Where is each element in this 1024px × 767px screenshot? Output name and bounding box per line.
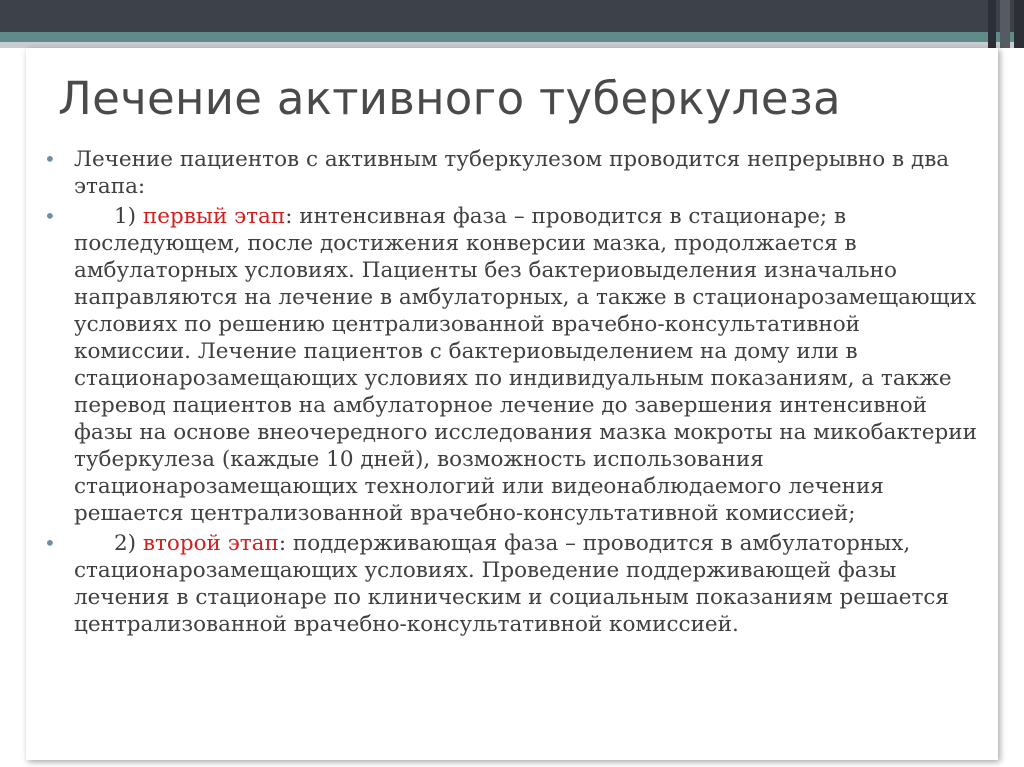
bullet-icon: • [44, 531, 56, 555]
top-bar-teal [0, 32, 1024, 42]
slide-title: Лечение активного туберкулеза [58, 72, 841, 125]
stage-highlight: первый этап [142, 204, 286, 229]
corner-stripe [988, 0, 996, 48]
corner-stripe [1014, 0, 1024, 48]
bullet-icon: • [44, 147, 56, 171]
corner-stripe [1000, 0, 1010, 48]
bullet-item [44, 146, 980, 200]
bullet-prefix: 1) [114, 204, 143, 229]
bullet-prefix: 2) [114, 531, 143, 556]
bullet-text: Лечение пациентов с активным туберкулезом проводится непрерывно в два этапа: [74, 147, 950, 199]
top-bar-dark [0, 0, 1024, 32]
slide-content [44, 146, 980, 641]
bullet-item [44, 203, 980, 527]
stage-highlight: второй этап [142, 531, 279, 556]
bullet-item [44, 530, 980, 638]
bullet-text: : поддерживающая фаза – проводится в амбулаторных, стационарозамещающих условиях. Проведение поддерживающей фазы лечения в стационаре по клиническим и социальным показаниям решается централизованной врачебно-консультативной комиссией. [74, 531, 949, 637]
bullet-icon: • [44, 204, 56, 228]
bullet-text: : интенсивная фаза – проводится в стационаре; в последующем, после достижения конверсии мазка, продолжается в амбулаторных условиях. Пациенты без бактериовыделения изначально направляются на лечение в амбулаторных, а также в стационарозамещающих условиях по решению централизованной врачебно-консультативной комиссии. Лечение пациентов с бактериовыделением на дому или в стационарозамещающих условиях по индивидуальным показаниям, а также перевод пациентов на амбулаторное лечение до завершения интенсивной фазы на основе внеочередного исследования мазка мокроты на микобактерии туберкулеза (каждые 10 дней), возможность использования стационарозамещающих технологий или видеонаблюдаемого лечения решается централизованной врачебно-консультативной комиссией; [74, 204, 977, 526]
